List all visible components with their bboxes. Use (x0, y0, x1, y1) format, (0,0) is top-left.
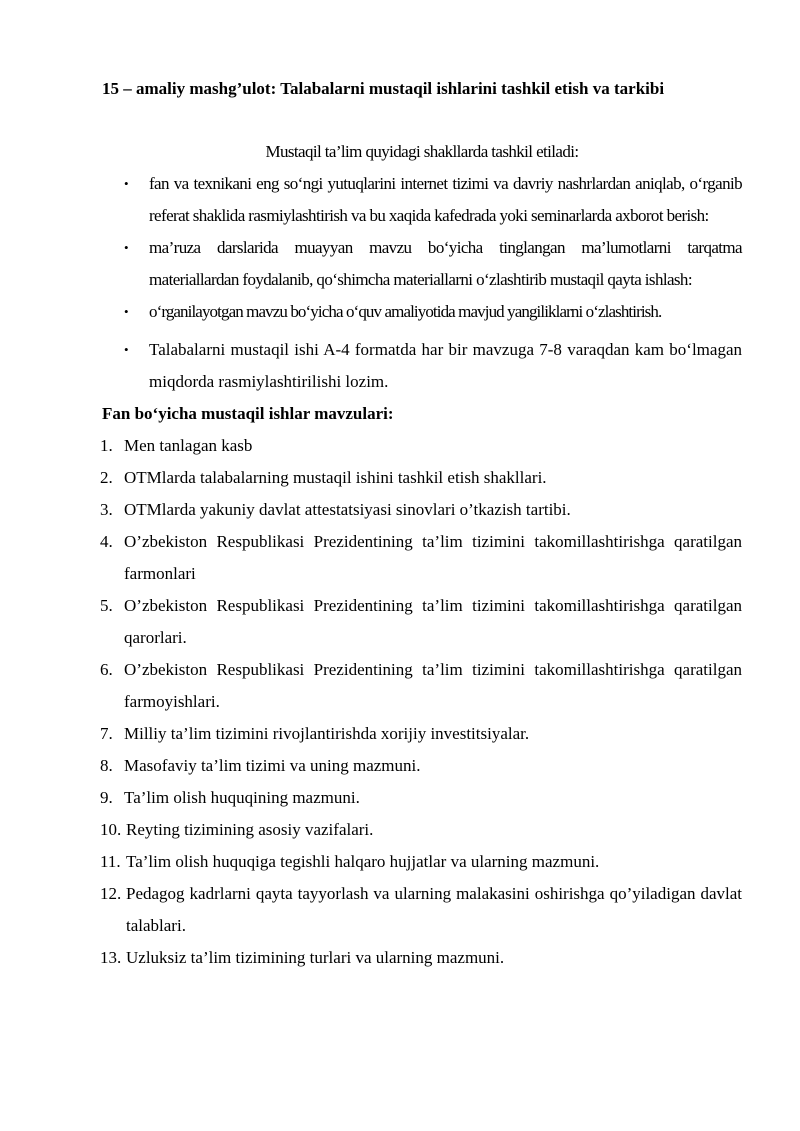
list-number: 1. (100, 436, 113, 455)
list-item (102, 846, 742, 878)
topics-heading: Fan bo‘yicha mustaqil ishlar mavzulari: (102, 404, 394, 423)
list-item (102, 590, 742, 654)
list-item-text: O’zbekiston Respublikasi Prezidentining ta’lim tizimini takomillashtirishga qaratilgan farmonlari (124, 532, 742, 583)
list-item (102, 814, 742, 846)
list-number: 10. (100, 820, 122, 839)
list-item (102, 430, 742, 462)
list-item-text: O’zbekiston Respublikasi Prezidentining ta’lim tizimini takomillashtirishga qaratilgan farmoyishlari. (124, 660, 742, 711)
list-item (102, 494, 742, 526)
list-number: 2. (100, 468, 113, 487)
list-item-text: Uzluksiz ta’lim tizimining turlari va ularning mazmuni. (126, 948, 505, 967)
list-item (102, 942, 742, 974)
document-title: 15 – amaliy mashg’ulot: Talabalarni mustaqil ishlarini tashkil etish va tarkibi (102, 79, 665, 98)
list-item (102, 334, 742, 398)
topics-list (102, 430, 742, 974)
list-item-text: OTMlarda yakuniy davlat attestatsiyasi sinovlari o’tkazish tartibi. (124, 500, 571, 519)
list-item-text: Talabalarni mustaqil ishi A-4 formatda har bir mavzuga 7-8 varaqdan kam bo‘lmagan miqdorda rasmiylashtirilishi lozim. (149, 340, 742, 391)
bullet-marker: • (124, 342, 129, 357)
list-item-text: Men tanlagan kasb (124, 436, 253, 455)
list-number: 12. (100, 884, 122, 903)
list-number: 11. (100, 852, 121, 871)
list-item-text: OTMlarda talabalarning mustaqil ishini tashkil etish shakllari. (124, 468, 547, 487)
list-item (102, 750, 742, 782)
bullet-marker: • (124, 240, 128, 255)
bullet-marker: • (124, 304, 128, 319)
list-number: 13. (100, 948, 122, 967)
list-item-text: Masofaviy ta’lim tizimi va uning mazmuni. (124, 756, 421, 775)
list-item (102, 296, 742, 328)
list-number: 6. (100, 660, 113, 679)
list-item-text: fan va texnikani eng so‘ngi yutuqlarini internet tizimi va davriy nashrlardan aniqlab, o‘rganib referat shaklida rasmiylashtirish va bu xaqida kafedrada yoki seminarlarda axborot berish: (149, 174, 742, 225)
bullet-marker: • (124, 176, 128, 191)
list-number: 8. (100, 756, 113, 775)
list-item (102, 782, 742, 814)
list-item (102, 168, 742, 232)
list-item (102, 654, 742, 718)
list-item-text: ma’ruza darslarida muayyan mavzu bo‘yicha tinglangan ma’lumotlarni tarqatma materiallardan foydalanib, qo‘shimcha materiallarni o‘zlashtirib mustaqil qayta ishlash: (149, 238, 742, 289)
list-number: 7. (100, 724, 113, 743)
list-item (102, 526, 742, 590)
list-item-text: o‘rganilayotgan mavzu bo‘yicha o‘quv amaliyotida mavjud yangiliklarni o‘zlashtirish. (149, 302, 662, 321)
list-item (102, 878, 742, 942)
list-item-text: Reyting tizimining asosiy vazifalari. (126, 820, 374, 839)
list-item (102, 232, 742, 296)
list-number: 9. (100, 788, 113, 807)
list-item-text: Milliy ta’lim tizimini rivojlantirishda xorijiy investitsiyalar. (124, 724, 530, 743)
list-item (102, 718, 742, 750)
list-item-text: Pedagog kadrlarni qayta tayyorlash va ularning malakasini oshirishga qo’yiladigan davlat talablari. (126, 884, 742, 935)
list-item-text: Ta’lim olish huquqining mazmuni. (124, 788, 360, 807)
forms-list (102, 168, 742, 398)
list-number: 3. (100, 500, 113, 519)
list-item-text: O’zbekiston Respublikasi Prezidentining ta’lim tizimini takomillashtirishga qaratilgan qarorlari. (124, 596, 742, 647)
list-item (102, 462, 742, 494)
list-item-text: Ta’lim olish huquqiga tegishli halqaro hujjatlar va ularning mazmuni. (126, 852, 600, 871)
intro-text: Mustaqil ta’lim quyidagi shakllarda tashkil etiladi: (265, 142, 579, 161)
list-number: 5. (100, 596, 113, 615)
list-number: 4. (100, 532, 113, 551)
